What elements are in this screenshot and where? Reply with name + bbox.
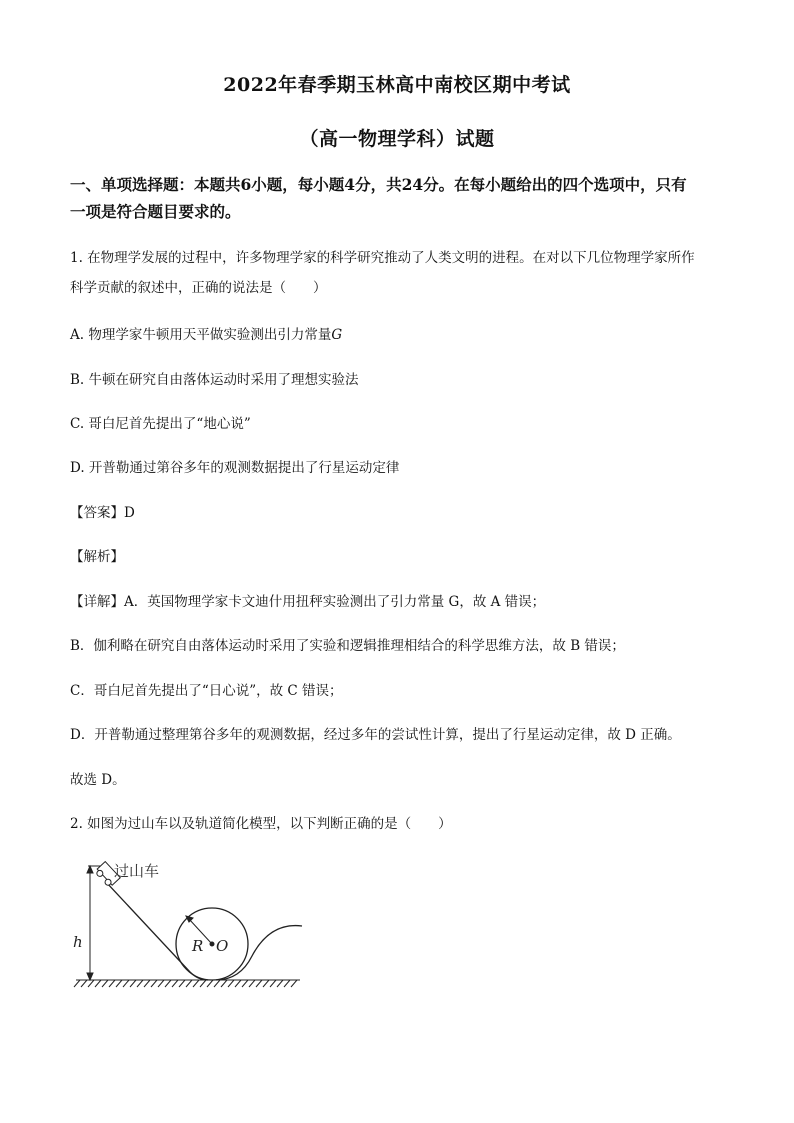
question1-detail-c: C．哥白尼首先提出了“日心说”，故 C 错误；	[70, 683, 343, 699]
question1-stem-line1: 1. 在物理学发展的过程中，许多物理学家的科学研究推动了人类文明的进程。在对以下几位物理学家所作	[70, 250, 695, 266]
track-exit-curve	[216, 926, 302, 980]
section-heading	[70, 171, 730, 225]
height-label: h	[73, 933, 83, 951]
question1-conclusion: 故选 D。	[70, 772, 126, 788]
question1-detail-a: 【详解】A．英国物理学家卡文迪什用扭秤实验测出了引力常量 G，故 A 错误；	[70, 594, 546, 610]
question1-option-c: C. 哥白尼首先提出了“地心说”	[70, 416, 251, 432]
exam-title: 2022年春季期玉林高中南校区期中考试	[223, 74, 571, 96]
height-dimension	[87, 866, 104, 980]
radius-label: R	[192, 937, 204, 955]
roller-coaster-figure	[70, 852, 310, 997]
section-heading-line1: 一、单项选择题：本题共6小题，每小题4分，共24分。在每小题给出的四个选项中，只有	[70, 175, 687, 194]
question1-answer: 【答案】D	[70, 505, 135, 521]
section-heading-line2: 一项是符合题目要求的。	[70, 202, 241, 221]
question1-detail-d: D．开普勒通过整理第谷多年的观测数据，经过多年的尝试性计算，提出了行星运动定律，故 D 正确。	[70, 727, 681, 743]
question1-stem-line2: 科学贡献的叙述中，正确的说法是（ ）	[70, 280, 327, 296]
ground-hatching	[74, 980, 300, 987]
question1-analysis-label: 【解析】	[70, 549, 124, 565]
exam-subtitle: （高一物理学科）试题	[299, 128, 495, 150]
question1-option-d: D. 开普勒通过第谷多年的观测数据提出了行星运动定律	[70, 460, 400, 476]
track-incline	[106, 882, 208, 980]
question1-detail-b: B．伽利略在研究自由落体运动时采用了实验和逻辑推理相结合的科学思维方法，故 B 错误；	[70, 638, 625, 654]
car-label: 过山车	[114, 862, 160, 880]
option-a-text: A. 物理学家牛顿用天平做实验测出引力常量	[70, 327, 332, 343]
question1-option-a	[70, 323, 730, 343]
center-label: O	[216, 937, 229, 955]
question2-stem: 2. 如图为过山车以及轨道简化模型，以下判断正确的是（ ）	[70, 816, 452, 832]
question1-option-b: B. 牛顿在研究自由落体运动时采用了理想实验法	[70, 372, 359, 388]
option-a-symbol: G	[331, 327, 343, 343]
